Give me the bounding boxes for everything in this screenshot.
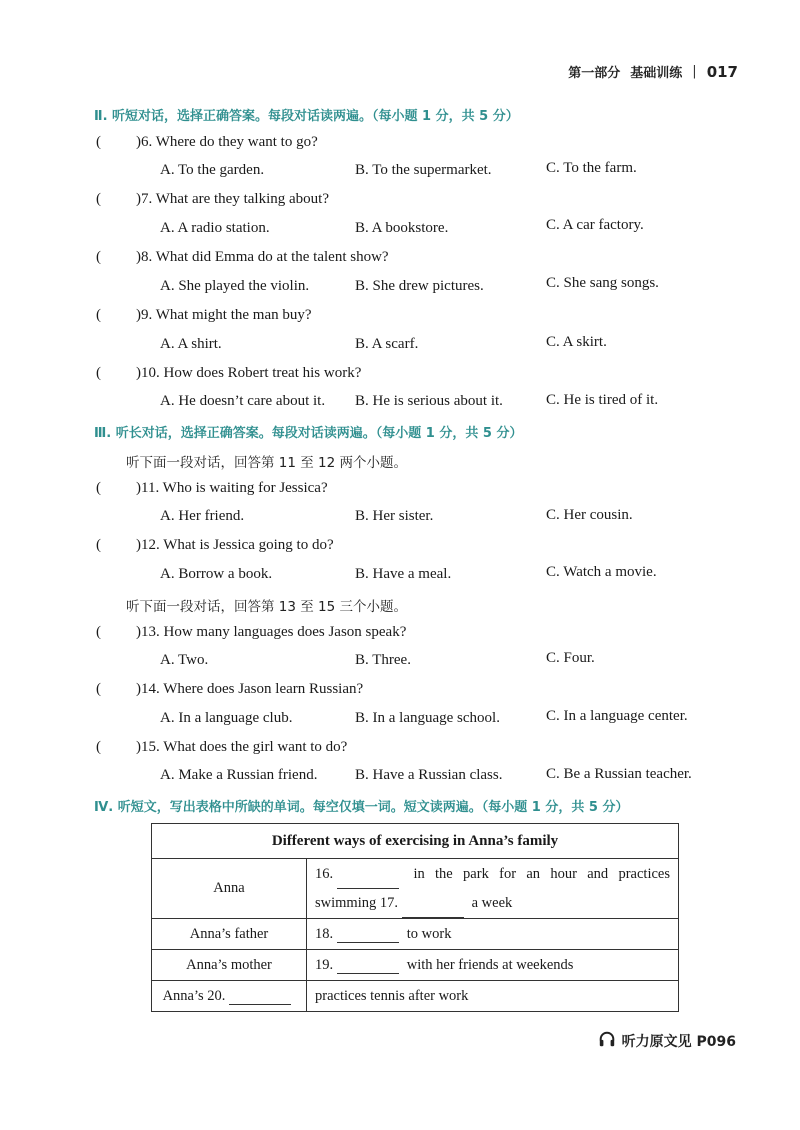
page-header xyxy=(568,62,738,81)
option-b: B. She drew pictures. xyxy=(355,278,484,294)
blank-17[interactable] xyxy=(402,903,464,918)
option-b: B. A scarf. xyxy=(355,336,419,352)
question-14 xyxy=(96,681,363,698)
blank-number: 19. xyxy=(315,956,334,973)
header-section: 基础训练 xyxy=(630,66,683,81)
option-a: A. Two. xyxy=(160,652,209,668)
option-b: B. Have a meal. xyxy=(355,566,452,582)
option-c: C. A car factory. xyxy=(546,217,644,233)
row-label: Anna’s father xyxy=(152,919,307,950)
row-text: a week xyxy=(471,894,513,911)
header-part: 第一部分 xyxy=(568,66,621,81)
answer-bracket[interactable]: ( xyxy=(96,739,101,755)
table-title: Different ways of exercising in Anna’s family xyxy=(152,824,679,859)
option-c: C. In a language center. xyxy=(546,708,688,724)
row-label: Anna’s mother xyxy=(152,950,307,981)
blank-number: 18. xyxy=(315,925,334,942)
option-a: A. Borrow a book. xyxy=(160,566,273,582)
question-stem: )8. What did Emma do at the talent show? xyxy=(136,249,389,265)
option-c: C. Watch a movie. xyxy=(546,564,657,580)
question-9 xyxy=(96,307,312,324)
headphones-icon xyxy=(598,1030,616,1052)
option-b: B. A bookstore. xyxy=(355,220,449,236)
question-stem: )12. What is Jessica going to do? xyxy=(136,537,334,553)
table-row xyxy=(152,919,679,950)
question-stem: )10. How does Robert treat his work? xyxy=(136,365,362,381)
question-15 xyxy=(96,739,347,756)
option-c: C. Four. xyxy=(546,650,595,666)
option-b: B. In a language school. xyxy=(355,710,500,726)
option-c: C. She sang songs. xyxy=(546,275,659,291)
row-label: Anna xyxy=(152,859,307,919)
answer-bracket[interactable]: ( xyxy=(96,307,101,323)
row-content xyxy=(307,859,679,919)
option-a: A. Make a Russian friend. xyxy=(160,767,318,783)
option-b: B. Have a Russian class. xyxy=(355,767,503,783)
section-intro: 听下面一段对话，回答第 11 至 12 两个小题。 xyxy=(126,455,408,471)
row-text: in the park for an hour and practices swimming xyxy=(315,865,670,911)
question-6 xyxy=(96,134,318,151)
question-8 xyxy=(96,249,389,266)
option-b: B. To the supermarket. xyxy=(355,162,492,178)
option-a: A. In a language club. xyxy=(160,710,293,726)
answer-bracket[interactable]: ( xyxy=(96,191,101,207)
row-content xyxy=(307,919,679,950)
option-b: B. Her sister. xyxy=(355,508,434,524)
question-13 xyxy=(96,624,406,641)
option-c: C. He is tired of it. xyxy=(546,392,659,408)
answer-bracket[interactable]: ( xyxy=(96,249,101,265)
question-stem: )9. What might the man buy? xyxy=(136,307,312,323)
option-b: B. Three. xyxy=(355,652,411,668)
blank-18[interactable] xyxy=(337,928,399,943)
row-content: practices tennis after work xyxy=(307,981,679,1012)
question-stem: )6. Where do they want to go? xyxy=(136,134,318,150)
row-label-text: Anna’s 20. xyxy=(162,987,226,1004)
exercise-table xyxy=(151,823,679,1012)
row-content xyxy=(307,950,679,981)
answer-bracket[interactable]: ( xyxy=(96,537,101,553)
section-intro: 听下面一段对话，回答第 13 至 15 三个小题。 xyxy=(126,599,408,615)
question-stem: )7. What are they talking about? xyxy=(136,191,329,207)
table-header-row xyxy=(152,824,679,859)
listening-script-note xyxy=(598,1030,736,1052)
option-a: A. To the garden. xyxy=(160,162,265,178)
question-10 xyxy=(96,365,361,382)
option-a: A. A shirt. xyxy=(160,336,222,352)
section-2-title: Ⅱ. 听短对话，选择正确答案。每段对话读两遍。（每小题 1 分，共 5 分） xyxy=(94,109,519,124)
blank-number: 17. xyxy=(379,894,398,911)
option-c: C. A skirt. xyxy=(546,334,607,350)
row-text: to work xyxy=(406,925,452,942)
answer-bracket[interactable]: ( xyxy=(96,365,101,381)
option-c: C. Her cousin. xyxy=(546,507,633,523)
question-stem: )13. How many languages does Jason speak? xyxy=(136,624,407,640)
table-row xyxy=(152,859,679,919)
page-number: 017 xyxy=(706,62,738,81)
blank-19[interactable] xyxy=(337,959,399,974)
section-4-title: Ⅳ. 听短文，写出表格中所缺的单词。每空仅填一词。短文读两遍。（每小题 1 分，共 5 分） xyxy=(94,800,629,815)
blank-16[interactable] xyxy=(337,874,399,889)
section-3-title: Ⅲ. 听长对话，选择正确答案。每段对话读两遍。（每小题 1 分，共 5 分） xyxy=(94,426,523,441)
option-a: A. He doesn’t care about it. xyxy=(160,393,326,409)
question-12 xyxy=(96,537,334,554)
option-b: B. He is serious about it. xyxy=(355,393,503,409)
option-a: A. She played the violin. xyxy=(160,278,310,294)
answer-bracket[interactable]: ( xyxy=(96,681,101,697)
answer-bracket[interactable]: ( xyxy=(96,134,101,150)
blank-number: 16. xyxy=(315,865,334,882)
option-a: A. Her friend. xyxy=(160,508,245,524)
question-7 xyxy=(96,191,329,208)
question-11 xyxy=(96,480,328,497)
option-c: C. Be a Russian teacher. xyxy=(546,766,692,782)
row-label xyxy=(152,981,307,1012)
table-row xyxy=(152,981,679,1012)
footer-text: 听力原文见 P096 xyxy=(621,1034,736,1050)
blank-20[interactable] xyxy=(229,990,291,1005)
answer-bracket[interactable]: ( xyxy=(96,480,101,496)
option-c: C. To the farm. xyxy=(546,160,637,176)
option-a: A. A radio station. xyxy=(160,220,270,236)
answer-bracket[interactable]: ( xyxy=(96,624,101,640)
row-text: with her friends at weekends xyxy=(406,956,574,973)
table-row xyxy=(152,950,679,981)
question-stem: )15. What does the girl want to do? xyxy=(136,739,348,755)
header-divider: | xyxy=(692,64,697,79)
question-stem: )14. Where does Jason learn Russian? xyxy=(136,681,364,697)
question-stem: )11. Who is waiting for Jessica? xyxy=(136,480,328,496)
